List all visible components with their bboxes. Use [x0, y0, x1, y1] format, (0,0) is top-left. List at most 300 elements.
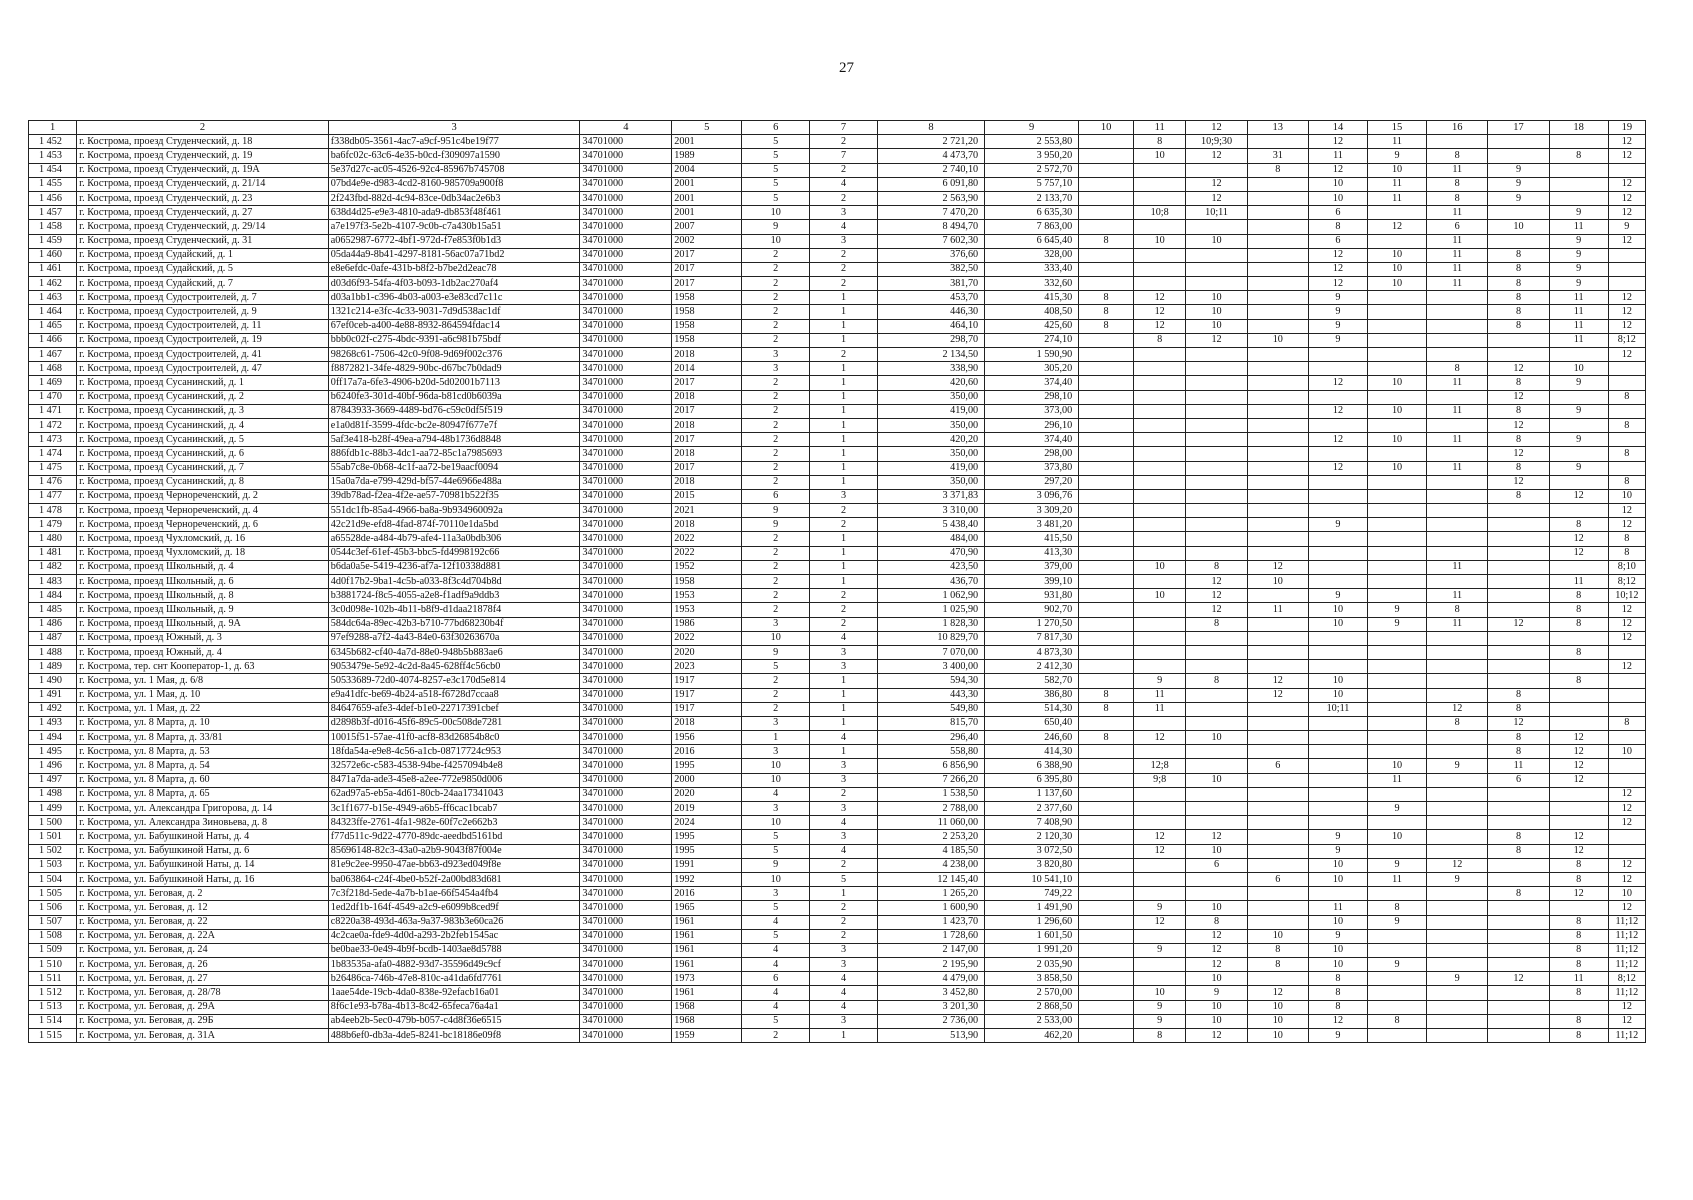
table-cell: 10 [1608, 489, 1645, 503]
table-cell: 11 [1308, 901, 1367, 915]
table-cell: г. Кострома, ул. Бабушкиной Наты, д. 4 [77, 830, 329, 844]
table-cell: 34701000 [580, 504, 672, 518]
table-cell: 5 [742, 830, 810, 844]
table-cell [1368, 447, 1427, 461]
table-cell: 5 [742, 149, 810, 163]
table-cell: 1 467 [29, 348, 77, 362]
table-cell: г. Кострома, ул. 1 Мая, д. 10 [77, 688, 329, 702]
table-cell: 9 [1368, 858, 1427, 872]
table-cell [1247, 645, 1308, 659]
table-cell: 3 309,20 [985, 504, 1079, 518]
table-cell [1079, 802, 1134, 816]
table-cell: 8 [1308, 220, 1367, 234]
table-cell [1308, 731, 1367, 745]
table-cell: 12 [1427, 702, 1488, 716]
table-row [29, 504, 1646, 518]
table-cell [1079, 603, 1134, 617]
table-cell [1247, 475, 1308, 489]
table-cell: 34701000 [580, 206, 672, 220]
table-cell: 1958 [672, 291, 742, 305]
table-cell: d03d6f93-54fa-4f03-b093-1db2ac270af4 [328, 277, 580, 291]
table-cell: 1321c214-e3fc-4c33-9031-7d9d538ac1df [328, 305, 580, 319]
table-cell: 8f6c1e93-b78a-4b13-8c42-65feca76a4a1 [328, 1000, 580, 1014]
table-cell [1133, 447, 1186, 461]
table-cell: 931,80 [985, 589, 1079, 603]
table-cell: 34701000 [580, 333, 672, 347]
table-cell [1247, 532, 1308, 546]
table-cell [1247, 376, 1308, 390]
table-cell: 11;12 [1608, 929, 1645, 943]
table-cell: 15a0a7da-e799-429d-bf57-44e6966e488a [328, 475, 580, 489]
table-cell: 10 [1186, 773, 1247, 787]
table-cell [1186, 745, 1247, 759]
table-cell [1427, 929, 1488, 943]
table-cell: 11 [1308, 149, 1367, 163]
table-cell: г. Кострома, проезд Сусанинский, д. 2 [77, 390, 329, 404]
table-cell: 2021 [672, 504, 742, 518]
table-cell: 379,00 [985, 560, 1079, 574]
table-row [29, 901, 1646, 915]
table-cell: 34701000 [580, 319, 672, 333]
table-cell: 582,70 [985, 674, 1079, 688]
table-cell [1079, 560, 1134, 574]
table-cell: 34701000 [580, 305, 672, 319]
table-cell: 8 [1549, 645, 1608, 659]
table-cell: 34701000 [580, 177, 672, 191]
table-cell: 1958 [672, 575, 742, 589]
table-cell: 8 [1308, 986, 1367, 1000]
table-cell [1549, 787, 1608, 801]
table-cell: 5af3e418-b28f-49ea-a794-48b1736d8848 [328, 433, 580, 447]
table-row [29, 603, 1646, 617]
table-cell: 11 [1427, 262, 1488, 276]
table-cell: 328,00 [985, 248, 1079, 262]
column-header: 19 [1608, 121, 1645, 135]
table-cell [1079, 277, 1134, 291]
table-cell: 8 [1549, 958, 1608, 972]
table-cell: 5e37d27c-ac05-4526-92c4-85967b745708 [328, 163, 580, 177]
table-cell [1247, 802, 1308, 816]
table-cell [1427, 305, 1488, 319]
table-cell [1079, 404, 1134, 418]
table-cell: 8;10 [1608, 560, 1645, 574]
table-cell [1368, 560, 1427, 574]
table-cell: 10 [1368, 830, 1427, 844]
table-cell: 9 [1308, 518, 1367, 532]
table-cell: 34701000 [580, 291, 672, 305]
table-cell: 1 479 [29, 518, 77, 532]
table-cell: 10 [1186, 234, 1247, 248]
table-cell [1079, 333, 1134, 347]
table-cell: г. Кострома, ул. Бабушкиной Наты, д. 6 [77, 844, 329, 858]
table-cell: 34701000 [580, 858, 672, 872]
table-cell: 7 266,20 [877, 773, 984, 787]
table-cell [1186, 461, 1247, 475]
table-cell: 1 [810, 560, 878, 574]
table-cell [1549, 348, 1608, 362]
table-cell [1368, 305, 1427, 319]
table-cell: 2014 [672, 362, 742, 376]
table-cell: 488b6ef0-db3a-4de5-8241-bc18186e09f8 [328, 1029, 580, 1043]
table-cell: 8 [1488, 731, 1549, 745]
table-cell: 4 238,00 [877, 858, 984, 872]
table-cell: bbb0c02f-c275-4bdc-9391-a6c981b75bdf [328, 333, 580, 347]
table-cell: 12 [1488, 447, 1549, 461]
table-cell: 2015 [672, 489, 742, 503]
table-cell: 1917 [672, 674, 742, 688]
table-cell: 9 [1549, 234, 1608, 248]
table-cell: г. Кострома, проезд Студенческий, д. 31 [77, 234, 329, 248]
table-cell [1308, 631, 1367, 645]
table-cell: 1961 [672, 929, 742, 943]
column-header: 3 [328, 121, 580, 135]
table-cell: 2 [742, 461, 810, 475]
table-cell [1186, 248, 1247, 262]
table-cell [1308, 759, 1367, 773]
table-cell: 8 [1608, 546, 1645, 560]
table-row [29, 234, 1646, 248]
table-cell [1549, 631, 1608, 645]
table-cell: 9 [1133, 674, 1186, 688]
table-cell: г. Кострома, ул. Беговая, д. 29А [77, 1000, 329, 1014]
table-cell: 10 [1368, 163, 1427, 177]
table-cell [1133, 277, 1186, 291]
table-cell: г. Кострома, проезд Студенческий, д. 18 [77, 135, 329, 149]
table-cell: 34701000 [580, 759, 672, 773]
table-cell: 3 [810, 645, 878, 659]
table-row [29, 759, 1646, 773]
table-cell: 34701000 [580, 958, 672, 972]
table-cell: 85696148-82c3-43a0-a2b9-9043f87f004e [328, 844, 580, 858]
table-row [29, 433, 1646, 447]
table-cell [1488, 802, 1549, 816]
table-cell [1133, 787, 1186, 801]
table-cell [1247, 305, 1308, 319]
table-cell: 8 [1488, 702, 1549, 716]
table-cell: 10 [742, 206, 810, 220]
table-cell [1308, 575, 1367, 589]
table-cell: 8 [1549, 1014, 1608, 1028]
table-row [29, 461, 1646, 475]
table-cell: 1 [810, 745, 878, 759]
table-cell [1488, 575, 1549, 589]
table-cell: 4 [810, 972, 878, 986]
table-cell [1079, 915, 1134, 929]
table-cell: 11 [1427, 376, 1488, 390]
table-cell [1368, 702, 1427, 716]
table-cell: 1 476 [29, 475, 77, 489]
table-cell: 12 [1308, 248, 1367, 262]
table-cell: 34701000 [580, 929, 672, 943]
table-cell: г. Кострома, проезд Сусанинский, д. 3 [77, 404, 329, 418]
table-cell [1368, 575, 1427, 589]
table-cell [1186, 660, 1247, 674]
table-cell: 12 [1608, 816, 1645, 830]
table-row [29, 390, 1646, 404]
table-cell [1488, 858, 1549, 872]
table-cell: 584dc64a-89ec-42b3-b710-77bd68230b4f [328, 617, 580, 631]
table-cell: 2017 [672, 262, 742, 276]
table-cell: 1 [810, 319, 878, 333]
table-cell [1247, 915, 1308, 929]
table-cell: 4 [810, 220, 878, 234]
table-cell: 12 [1427, 858, 1488, 872]
table-cell: 5 [742, 1014, 810, 1028]
table-cell: d2898b3f-d016-45f6-89c5-00c508de7281 [328, 716, 580, 730]
table-cell [1488, 518, 1549, 532]
table-cell [1427, 745, 1488, 759]
table-cell: 423,50 [877, 560, 984, 574]
table-cell: 7 470,20 [877, 206, 984, 220]
table-cell: 1 514 [29, 1014, 77, 1028]
table-cell: 1 062,90 [877, 589, 984, 603]
table-cell: 10 [1608, 887, 1645, 901]
table-cell: 12 [1488, 362, 1549, 376]
table-row [29, 404, 1646, 418]
table-cell [1133, 475, 1186, 489]
table-cell: 10 [1488, 220, 1549, 234]
table-cell [1186, 546, 1247, 560]
table-cell [1133, 362, 1186, 376]
table-cell [1368, 716, 1427, 730]
table-cell: 2 570,00 [985, 986, 1079, 1000]
table-cell: 1 025,90 [877, 603, 984, 617]
table-cell: 2018 [672, 418, 742, 432]
table-cell [1079, 135, 1134, 149]
table-row [29, 702, 1646, 716]
table-cell [1247, 418, 1308, 432]
table-row [29, 986, 1646, 1000]
table-cell: 5 [742, 844, 810, 858]
table-cell [1608, 433, 1645, 447]
table-cell: 1952 [672, 560, 742, 574]
table-cell [1079, 475, 1134, 489]
table-cell: 1 471 [29, 404, 77, 418]
table-cell: 2 [742, 262, 810, 276]
table-cell [1079, 816, 1134, 830]
table-cell: 8 [1488, 262, 1549, 276]
table-cell [1079, 262, 1134, 276]
table-cell [1247, 887, 1308, 901]
table-cell: 12 [1308, 262, 1367, 276]
table-cell: 34701000 [580, 802, 672, 816]
table-cell: 1 484 [29, 589, 77, 603]
table-cell: 12 [1549, 489, 1608, 503]
table-cell [1079, 1029, 1134, 1043]
table-cell: 1961 [672, 943, 742, 957]
table-cell: 1 507 [29, 915, 77, 929]
table-cell: 2 [742, 475, 810, 489]
table-cell [1079, 532, 1134, 546]
table-cell: 11 [1549, 575, 1608, 589]
table-cell: 3 [742, 716, 810, 730]
table-row [29, 958, 1646, 972]
table-cell [1368, 660, 1427, 674]
table-cell: 8 [1549, 929, 1608, 943]
table-cell: 8 [1488, 404, 1549, 418]
table-cell: 350,00 [877, 475, 984, 489]
table-cell [1186, 220, 1247, 234]
table-cell: be0bae33-0e49-4b9f-bcdb-1403ae8d5788 [328, 943, 580, 957]
table-cell: ba6fc02c-63c6-4e35-b0cd-f309097a1590 [328, 149, 580, 163]
table-cell: 31 [1247, 149, 1308, 163]
table-cell: 12 [1186, 1029, 1247, 1043]
table-row [29, 177, 1646, 191]
table-cell [1133, 532, 1186, 546]
table-row [29, 206, 1646, 220]
table-cell: 10 [1247, 1000, 1308, 1014]
table-cell [1079, 929, 1134, 943]
table-cell [1079, 489, 1134, 503]
table-cell: 2 [742, 546, 810, 560]
table-cell: 11 [1549, 972, 1608, 986]
table-cell [1079, 660, 1134, 674]
table-cell: 2 [742, 404, 810, 418]
table-cell: 12 [1608, 631, 1645, 645]
table-cell [1186, 688, 1247, 702]
table-cell: 1 423,70 [877, 915, 984, 929]
table-cell [1427, 802, 1488, 816]
table-cell: 1 296,60 [985, 915, 1079, 929]
table-cell: f338db05-3561-4ac7-a9cf-951c4be19f77 [328, 135, 580, 149]
table-cell [1608, 461, 1645, 475]
table-cell: 350,00 [877, 418, 984, 432]
table-cell: г. Кострома, проезд Сусанинский, д. 6 [77, 447, 329, 461]
table-cell: 2000 [672, 773, 742, 787]
table-row [29, 560, 1646, 574]
table-cell: 6 [1308, 234, 1367, 248]
table-cell: 1991 [672, 858, 742, 872]
table-row [29, 645, 1646, 659]
table-cell [1368, 943, 1427, 957]
table-cell: 1965 [672, 901, 742, 915]
table-cell: 2 253,20 [877, 830, 984, 844]
table-cell: 484,00 [877, 532, 984, 546]
table-cell: г. Кострома, ул. Бабушкиной Наты, д. 14 [77, 858, 329, 872]
table-cell: 11 [1133, 702, 1186, 716]
table-cell: 12 [1133, 291, 1186, 305]
table-cell: 1 [810, 716, 878, 730]
table-cell [1247, 489, 1308, 503]
table-cell: 1961 [672, 986, 742, 1000]
table-cell: f77d511c-9d22-4770-89dc-aeedbd5161bd [328, 830, 580, 844]
table-cell: 446,30 [877, 305, 984, 319]
table-cell [1608, 262, 1645, 276]
table-cell [1079, 461, 1134, 475]
table-cell: 9 [1488, 191, 1549, 205]
table-cell: 886fdb1c-88b3-4dc1-aa72-85c1a7985693 [328, 447, 580, 461]
table-cell [1488, 348, 1549, 362]
table-cell: 2 [742, 305, 810, 319]
column-header: 2 [77, 121, 329, 135]
table-cell [1247, 206, 1308, 220]
table-cell: 8;12 [1608, 972, 1645, 986]
table-cell: 1 [810, 461, 878, 475]
table-cell [1186, 447, 1247, 461]
table-cell [1133, 489, 1186, 503]
table-cell [1368, 631, 1427, 645]
table-cell [1427, 518, 1488, 532]
table-cell: 6 856,90 [877, 759, 984, 773]
table-cell: 2 [810, 787, 878, 801]
table-cell: 1 590,90 [985, 348, 1079, 362]
table-cell: 11 [1549, 220, 1608, 234]
table-cell: 12 [1549, 532, 1608, 546]
table-cell: 1 502 [29, 844, 77, 858]
table-cell: 0544c3ef-61ef-45b3-bbc5-fd4998192c66 [328, 546, 580, 560]
table-cell [1079, 248, 1134, 262]
table-cell: 34701000 [580, 901, 672, 915]
table-row [29, 362, 1646, 376]
table-cell [1079, 830, 1134, 844]
table-cell [1247, 461, 1308, 475]
table-cell [1079, 163, 1134, 177]
table-row [29, 262, 1646, 276]
table-cell [1247, 716, 1308, 730]
table-cell: 4 [810, 816, 878, 830]
table-cell: 2018 [672, 518, 742, 532]
table-cell [1608, 674, 1645, 688]
table-cell: 8 [1488, 830, 1549, 844]
table-cell: 4 [742, 787, 810, 801]
table-cell [1079, 958, 1134, 972]
table-row [29, 943, 1646, 957]
table-cell: 4 [742, 986, 810, 1000]
table-cell: 1 [810, 390, 878, 404]
table-cell: 1 480 [29, 532, 77, 546]
table-row [29, 518, 1646, 532]
table-cell [1608, 248, 1645, 262]
table-cell [1488, 787, 1549, 801]
table-cell [1186, 348, 1247, 362]
table-cell [1488, 986, 1549, 1000]
table-cell: 2f243fbd-882d-4c94-83ce-0db34ac2e6b3 [328, 191, 580, 205]
table-cell: 10 [1368, 376, 1427, 390]
table-cell: 34701000 [580, 1014, 672, 1028]
table-cell [1427, 1029, 1488, 1043]
table-cell [1427, 830, 1488, 844]
table-cell: 2020 [672, 787, 742, 801]
table-cell: 10 [1608, 745, 1645, 759]
table-cell: 1 497 [29, 773, 77, 787]
table-cell: 1 462 [29, 277, 77, 291]
table-cell: 34701000 [580, 262, 672, 276]
table-cell: 10 [1133, 234, 1186, 248]
table-cell: 10 [1308, 958, 1367, 972]
table-cell: 10 [1368, 404, 1427, 418]
table-cell [1247, 660, 1308, 674]
table-cell: 1995 [672, 830, 742, 844]
table-cell: 2 [810, 277, 878, 291]
table-cell [1549, 390, 1608, 404]
table-cell: 9 [1427, 759, 1488, 773]
table-cell: 2 [742, 390, 810, 404]
table-cell: 10 [742, 759, 810, 773]
table-cell: 2 740,10 [877, 163, 984, 177]
table-cell: 10 [1308, 872, 1367, 886]
table-cell: 382,50 [877, 262, 984, 276]
table-cell: 9053479e-5e92-4c2d-8a45-628ff4c56cb0 [328, 660, 580, 674]
table-cell [1247, 135, 1308, 149]
table-cell: 11;12 [1608, 943, 1645, 957]
table-cell: 3 [810, 943, 878, 957]
table-cell: 11;12 [1608, 1029, 1645, 1043]
table-cell: 10 [1186, 901, 1247, 915]
table-cell: 1 458 [29, 220, 77, 234]
table-cell [1133, 716, 1186, 730]
table-cell: 296,40 [877, 731, 984, 745]
table-cell: b6da0a5e-5419-4236-af7a-12f10338d881 [328, 560, 580, 574]
